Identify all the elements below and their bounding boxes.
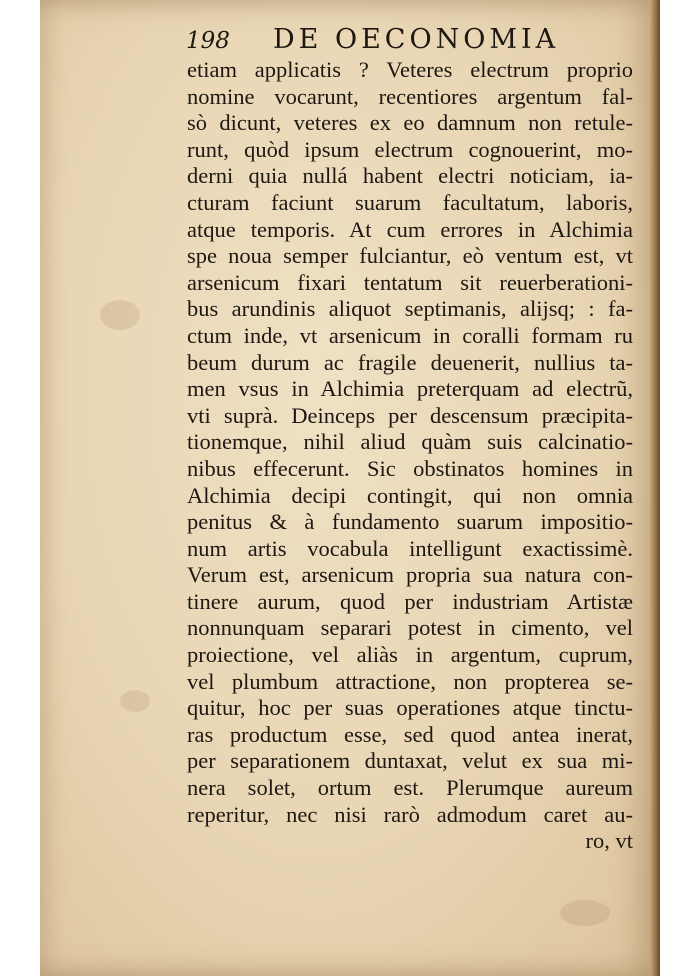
text-line: nibus effecerunt. Sic obstinatos homines in — [187, 455, 633, 481]
text-line: ctum inde, vt arsenicum in coralli formam ru — [187, 322, 633, 348]
text-line: tinere aurum, quod per industriam Artistæ — [187, 588, 633, 614]
text-line: penitus & à fundamento suarum impositio- — [187, 509, 633, 535]
text-line: atque temporis. At cum errores in Alchimia — [187, 216, 633, 242]
text-line: tionemque, nihil aliud quàm suis calcinatio- — [187, 429, 633, 455]
text-line: proiectione, vel aliàs in argentum, cuprum, — [187, 642, 633, 668]
text-line: nonnunquam separari potest in cimento, vel — [187, 615, 633, 641]
book-page — [40, 0, 660, 976]
text-line: nomine vocarunt, recentiores argentum fal- — [187, 83, 633, 109]
text-line: cturam faciunt suarum facultatum, laboris, — [187, 189, 633, 215]
text-line: Verum est, arsenicum propria sua natura con- — [187, 562, 633, 588]
page-number: 198 — [186, 28, 230, 54]
text-line: sò dicunt, veteres ex eo damnum non retule- — [187, 110, 633, 136]
paper-stain — [100, 300, 140, 330]
text-line: ras productum esse, sed quod antea inerat, — [187, 721, 633, 747]
text-line: num artis vocabula intelligunt exactissimè. — [187, 535, 633, 561]
text-line: derni quia nullá habent electri noticiam, ia- — [187, 163, 633, 189]
text-line: beum durum ac fragile deuenerit, nullius ta- — [187, 349, 633, 375]
text-line: nera solet, ortum est. Plerumque aureum — [187, 775, 633, 801]
text-line: bus arundinis aliquot septimanis, alijsq; : fa- — [187, 296, 633, 322]
text-line: reperitur, nec nisi rarò admodum caret au- — [187, 801, 633, 827]
text-line: quitur, hoc per suas operationes atque tinctu- — [187, 695, 633, 721]
text-line: men vsus in Alchimia preterquam ad electrũ, — [187, 376, 633, 402]
text-line: Alchimia decipi contingit, qui non omnia — [187, 482, 633, 508]
text-line: vti suprà. Deinceps per descensum præcipita- — [187, 402, 633, 428]
text-line: etiam applicatis ? Veteres electrum proprio — [187, 57, 633, 82]
running-title: DE OECONOMIA — [273, 24, 560, 55]
text-line: spe noua semper fulciantur, eò ventum est, vt — [187, 243, 633, 269]
running-head — [40, 22, 660, 56]
page-edge — [650, 0, 660, 976]
body-text — [187, 57, 633, 855]
catchword: ro, vt — [585, 828, 633, 854]
text-line: per separationem duntaxat, velut ex sua mi- — [187, 748, 633, 774]
text-line: vel plumbum attractione, non propterea se- — [187, 668, 633, 694]
paper-stain — [560, 900, 610, 926]
text-line: runt, quòd ipsum electrum cognouerint, mo- — [187, 136, 633, 162]
paper-stain — [120, 690, 150, 712]
text-line: arsenicum fixari tentatum sit reuerberationi- — [187, 269, 633, 295]
